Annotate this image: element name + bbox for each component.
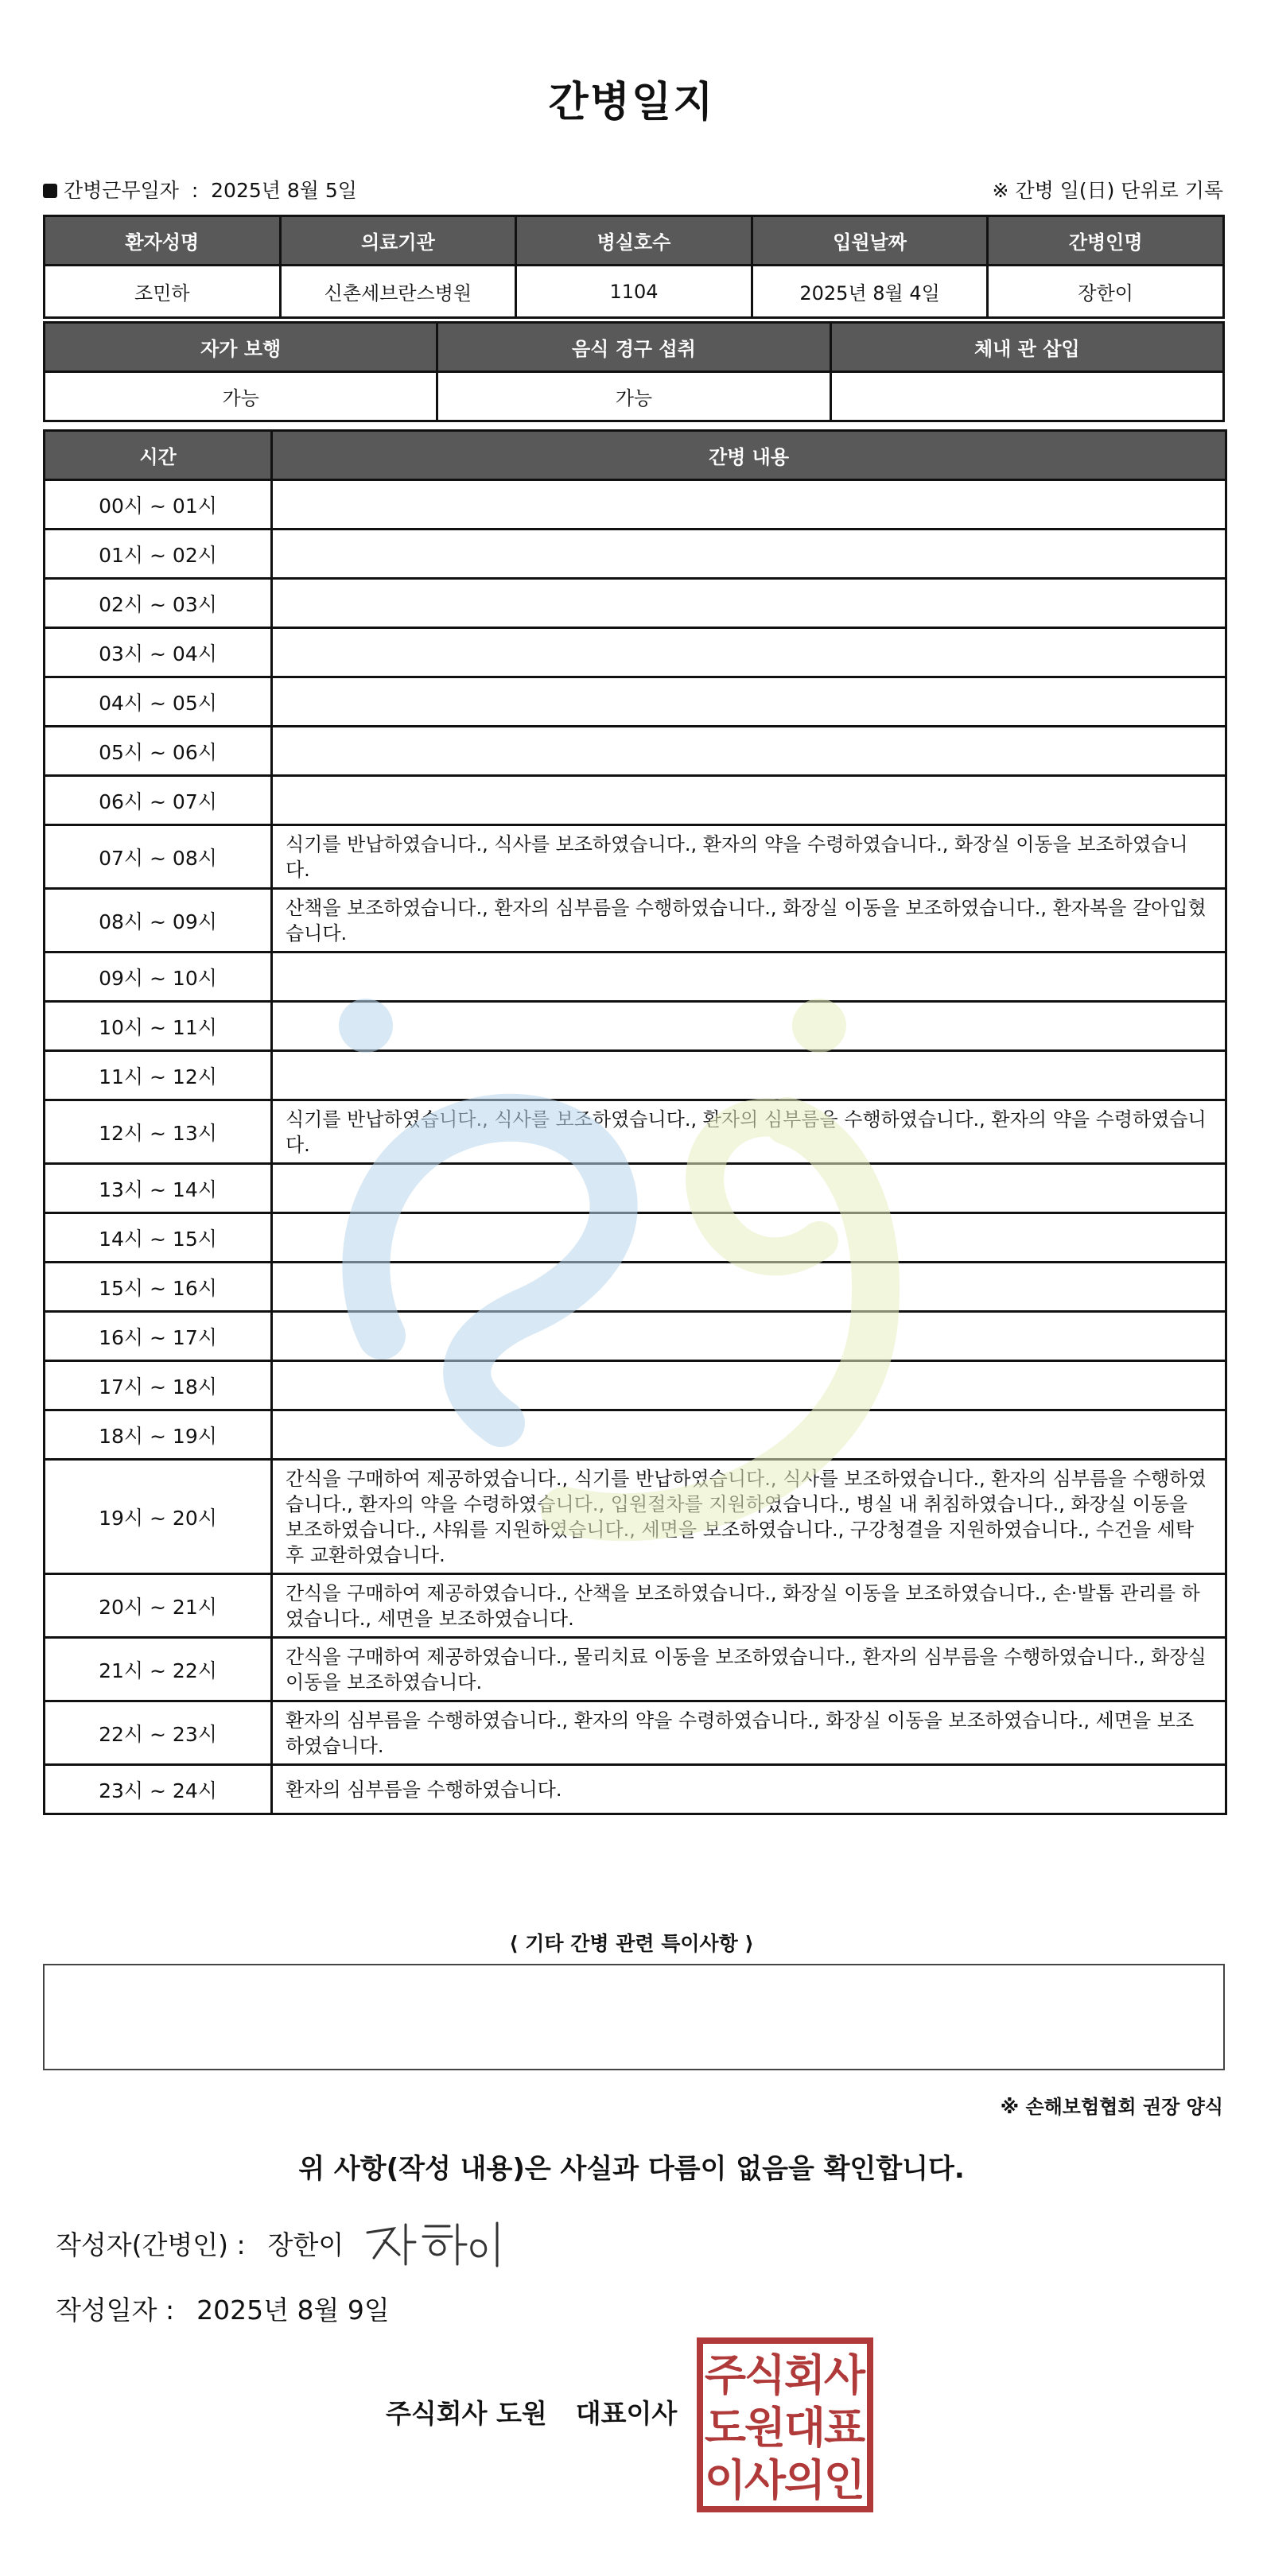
seal-character: 표 xyxy=(823,2403,866,2453)
log-row xyxy=(45,1263,1226,1312)
log-time-cell: 17시 ~ 18시 xyxy=(45,1361,272,1410)
log-time-cell: 16시 ~ 17시 xyxy=(45,1312,272,1361)
seal-character: 도 xyxy=(704,2403,747,2453)
header-room: 병실호수 xyxy=(516,216,752,266)
log-note-cell xyxy=(272,1051,1226,1100)
log-note-cell xyxy=(272,1164,1226,1213)
work-date-value: 2025년 8월 5일 xyxy=(211,179,357,202)
log-note-cell xyxy=(272,1213,1226,1263)
log-row xyxy=(45,1213,1226,1263)
log-row xyxy=(45,579,1226,628)
header-time: 시간 xyxy=(45,431,272,480)
log-time-cell: 13시 ~ 14시 xyxy=(45,1164,272,1213)
log-time-cell: 07시 ~ 08시 xyxy=(45,825,272,889)
log-row xyxy=(45,628,1226,677)
header-admission-date: 입원날짜 xyxy=(752,216,988,266)
recommend-note: ※ 손해보험협회 권장 양식 xyxy=(1000,2096,1223,2118)
log-row xyxy=(45,1410,1226,1460)
log-time-cell: 08시 ~ 09시 xyxy=(45,889,272,952)
walking-value: 가능 xyxy=(45,372,437,421)
log-row xyxy=(45,1574,1226,1638)
log-time-cell: 01시 ~ 02시 xyxy=(45,530,272,579)
company-name: 주식회사 도원 xyxy=(386,2398,547,2429)
log-row xyxy=(45,1100,1226,1164)
log-row xyxy=(45,1638,1226,1701)
log-note-cell xyxy=(272,1361,1226,1410)
seal-character: 사 xyxy=(744,2455,787,2505)
log-note-cell: 간식을 구매하여 제공하였습니다., 식기를 반납하였습니다., 식사를 보조하였습니다., 환자의 심부름을 수행하였습니다., 환자의 약을 수령하였습니다., 입원절차를 지원하였습니다., 병실 내 취침하였습니다., 화장실 이동을 보조하였습니다., 샤워를 지원하였습니다., 세면을 보조하였습니다., 구강청결을 지원하였습니다., 수건을 세탁 후 교환하였습니다. xyxy=(272,1460,1226,1574)
status-header-row xyxy=(45,323,1224,372)
log-note-cell: 산책을 보조하였습니다., 환자의 심부름을 수행하였습니다., 화장실 이동을 보조하였습니다., 환자복을 갈아입혔습니다. xyxy=(272,889,1226,952)
log-note-cell xyxy=(272,530,1226,579)
handwritten-signature-icon xyxy=(358,2209,517,2272)
seal-character: 주 xyxy=(704,2350,747,2400)
log-row xyxy=(45,1164,1226,1213)
written-date-value: 2025년 8월 9일 xyxy=(196,2295,390,2326)
company-line xyxy=(386,2393,677,2431)
log-row xyxy=(45,1460,1226,1574)
log-row xyxy=(45,1051,1226,1100)
header-walking: 자가 보행 xyxy=(45,323,437,372)
writer-line xyxy=(56,2225,344,2262)
seal-character: 원 xyxy=(744,2403,787,2453)
log-time-cell: 11시 ~ 12시 xyxy=(45,1051,272,1100)
work-date xyxy=(43,175,357,204)
log-time-cell: 10시 ~ 11시 xyxy=(45,1002,272,1051)
log-time-cell: 09시 ~ 10시 xyxy=(45,952,272,1002)
oral-intake-value: 가능 xyxy=(437,372,830,421)
log-time-cell: 22시 ~ 23시 xyxy=(45,1701,272,1765)
log-note-cell xyxy=(272,628,1226,677)
log-note-cell: 간식을 구매하여 제공하였습니다., 산책을 보조하였습니다., 화장실 이동을 보조하였습니다., 손·발톱 관리를 하였습니다., 세면을 보조하였습니다. xyxy=(272,1574,1226,1638)
header-tube: 체내 관 삽입 xyxy=(830,323,1223,372)
log-note-cell xyxy=(272,677,1226,727)
log-body xyxy=(45,480,1226,1814)
header-caregiver: 간병인명 xyxy=(988,216,1224,266)
log-note-cell: 환자의 심부름을 수행하였습니다. xyxy=(272,1765,1226,1814)
log-time-cell: 12시 ~ 13시 xyxy=(45,1100,272,1164)
log-time-cell: 03시 ~ 04시 xyxy=(45,628,272,677)
log-row xyxy=(45,727,1226,776)
document-title: 간병일지 xyxy=(548,79,715,126)
log-header-row xyxy=(45,431,1226,480)
log-row xyxy=(45,1002,1226,1051)
status-value-row xyxy=(45,372,1224,421)
log-row xyxy=(45,1312,1226,1361)
patient-info-table xyxy=(43,215,1225,319)
work-date-sep: : xyxy=(191,179,199,202)
log-row xyxy=(45,825,1226,889)
log-time-cell: 05시 ~ 06시 xyxy=(45,727,272,776)
admission-date: 2025년 8월 4일 xyxy=(752,266,988,318)
log-time-cell: 23시 ~ 24시 xyxy=(45,1765,272,1814)
log-time-cell: 20시 ~ 21시 xyxy=(45,1574,272,1638)
special-notes-box xyxy=(43,1964,1225,2070)
log-note-cell xyxy=(272,1410,1226,1460)
log-time-cell: 00시 ~ 01시 xyxy=(45,480,272,530)
seal-character: 식 xyxy=(744,2350,787,2400)
log-time-cell: 21시 ~ 22시 xyxy=(45,1638,272,1701)
caregiver-name: 장한이 xyxy=(988,266,1224,318)
patient-value-row xyxy=(45,266,1224,318)
seal-character: 의 xyxy=(783,2455,826,2505)
seal-character: 인 xyxy=(823,2455,866,2505)
log-time-cell: 04시 ~ 05시 xyxy=(45,677,272,727)
work-date-label: 간병근무일자 xyxy=(64,179,179,202)
patient-header-row xyxy=(45,216,1224,266)
log-note-cell: 간식을 구매하여 제공하였습니다., 물리치료 이동을 보조하였습니다., 환자의 심부름을 수행하였습니다., 화장실 이동을 보조하였습니다. xyxy=(272,1638,1226,1701)
written-date-label: 작성일자 : xyxy=(56,2295,175,2326)
written-date-line xyxy=(56,2290,390,2327)
log-note-cell xyxy=(272,1002,1226,1051)
log-time-cell: 15시 ~ 16시 xyxy=(45,1263,272,1312)
log-note-cell xyxy=(272,776,1226,825)
log-row xyxy=(45,1701,1226,1765)
square-bullet-icon xyxy=(43,184,57,198)
log-note-cell xyxy=(272,952,1226,1002)
seal-character: 회 xyxy=(783,2350,826,2400)
log-note-cell xyxy=(272,1312,1226,1361)
log-note-cell xyxy=(272,579,1226,628)
seal-character: 이 xyxy=(704,2455,747,2505)
log-row xyxy=(45,480,1226,530)
patient-status-table xyxy=(43,321,1225,422)
header-patient-name: 환자성명 xyxy=(45,216,281,266)
special-notes-title: ⟨ 기타 간병 관련 특이사항 ⟩ xyxy=(509,1932,754,1955)
log-row xyxy=(45,776,1226,825)
unit-note: ※ 간병 일(日) 단위로 기록 xyxy=(992,179,1223,202)
log-row xyxy=(45,1765,1226,1814)
care-log-table xyxy=(43,429,1227,1815)
writer-name: 장한이 xyxy=(267,2229,344,2260)
seal-character: 사 xyxy=(823,2350,866,2400)
log-note-cell xyxy=(272,727,1226,776)
log-time-cell: 18시 ~ 19시 xyxy=(45,1410,272,1460)
confirm-statement: 위 사항(작성 내용)은 사실과 다름이 없음을 확인합니다. xyxy=(298,2153,965,2185)
hospital-name: 신촌세브란스병원 xyxy=(280,266,516,318)
log-note-cell xyxy=(272,480,1226,530)
log-time-cell: 19시 ~ 20시 xyxy=(45,1460,272,1574)
log-row xyxy=(45,952,1226,1002)
writer-label: 작성자(간병인) : xyxy=(56,2229,246,2260)
patient-name: 조민하 xyxy=(45,266,281,318)
room-number: 1104 xyxy=(516,266,752,318)
tube-value xyxy=(830,372,1223,421)
company-seal-icon xyxy=(697,2337,873,2512)
header-oral-intake: 음식 경구 섭취 xyxy=(437,323,830,372)
log-row xyxy=(45,677,1226,727)
log-time-cell: 14시 ~ 15시 xyxy=(45,1213,272,1263)
log-row xyxy=(45,1361,1226,1410)
log-note-cell: 식기를 반납하였습니다., 식사를 보조하였습니다., 환자의 약을 수령하였습니다., 화장실 이동을 보조하였습니다. xyxy=(272,825,1226,889)
seal-character: 대 xyxy=(783,2403,826,2453)
log-row xyxy=(45,889,1226,952)
header-hospital: 의료기관 xyxy=(280,216,516,266)
log-time-cell: 06시 ~ 07시 xyxy=(45,776,272,825)
log-time-cell: 02시 ~ 03시 xyxy=(45,579,272,628)
log-note-cell: 식기를 반납하였습니다., 식사를 보조하였습니다., 환자의 심부름을 수행하였습니다., 환자의 약을 수령하였습니다. xyxy=(272,1100,1226,1164)
company-role: 대표이사 xyxy=(575,2398,678,2429)
log-row xyxy=(45,530,1226,579)
log-note-cell: 환자의 심부름을 수행하였습니다., 환자의 약을 수령하였습니다., 화장실 이동을 보조하였습니다., 세면을 보조하였습니다. xyxy=(272,1701,1226,1765)
header-care-content: 간병 내용 xyxy=(272,431,1226,480)
log-note-cell xyxy=(272,1263,1226,1312)
